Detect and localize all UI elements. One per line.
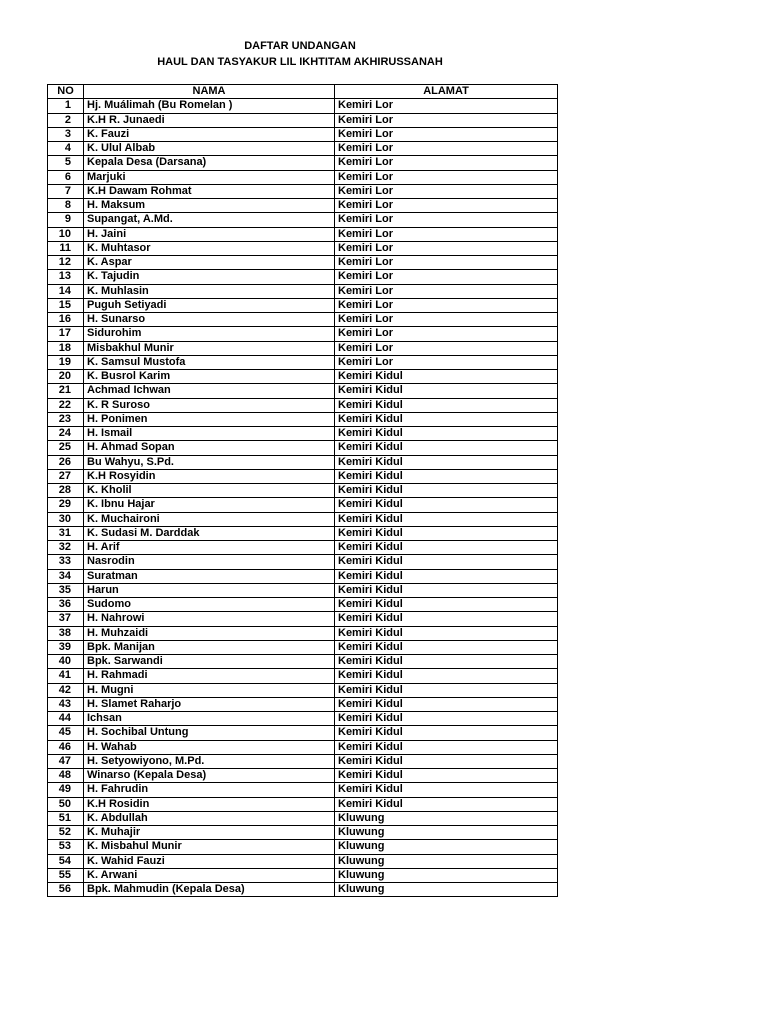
table-row bbox=[48, 313, 558, 327]
table-row bbox=[48, 868, 558, 882]
row-address: Kemiri Lor bbox=[335, 156, 558, 170]
row-address: Kemiri Kidul bbox=[335, 726, 558, 740]
row-number: 50 bbox=[48, 797, 84, 811]
row-name: H. Sunarso bbox=[84, 313, 335, 327]
row-address: Kemiri Kidul bbox=[335, 612, 558, 626]
table-row bbox=[48, 298, 558, 312]
table-row bbox=[48, 498, 558, 512]
row-number: 23 bbox=[48, 412, 84, 426]
row-number: 21 bbox=[48, 384, 84, 398]
row-name: Suratman bbox=[84, 569, 335, 583]
row-number: 14 bbox=[48, 284, 84, 298]
table-row bbox=[48, 726, 558, 740]
row-number: 46 bbox=[48, 740, 84, 754]
row-number: 34 bbox=[48, 569, 84, 583]
row-number: 27 bbox=[48, 469, 84, 483]
row-number: 9 bbox=[48, 213, 84, 227]
row-name: K.H Dawam Rohmat bbox=[84, 184, 335, 198]
table-row bbox=[48, 170, 558, 184]
document-title: DAFTAR UNDANGAN bbox=[244, 40, 356, 52]
table-row bbox=[48, 199, 558, 213]
row-address: Kemiri Lor bbox=[335, 298, 558, 312]
row-address: Kemiri Kidul bbox=[335, 598, 558, 612]
row-name: K. Misbahul Munir bbox=[84, 840, 335, 854]
row-name: H. Ismail bbox=[84, 427, 335, 441]
row-number: 53 bbox=[48, 840, 84, 854]
row-address: Kemiri Kidul bbox=[335, 740, 558, 754]
row-number: 32 bbox=[48, 541, 84, 555]
table-row bbox=[48, 99, 558, 113]
row-address: Kemiri Kidul bbox=[335, 669, 558, 683]
row-number: 38 bbox=[48, 626, 84, 640]
row-number: 19 bbox=[48, 355, 84, 369]
row-address: Kemiri Lor bbox=[335, 284, 558, 298]
row-address: Kemiri Kidul bbox=[335, 384, 558, 398]
row-number: 54 bbox=[48, 854, 84, 868]
row-number: 49 bbox=[48, 783, 84, 797]
row-address: Kemiri Kidul bbox=[335, 626, 558, 640]
table-row bbox=[48, 569, 558, 583]
table-row bbox=[48, 840, 558, 854]
row-address: Kemiri Kidul bbox=[335, 683, 558, 697]
row-name: H. Slamet Raharjo bbox=[84, 697, 335, 711]
row-address: Kemiri Kidul bbox=[335, 754, 558, 768]
row-name: Winarso (Kepala Desa) bbox=[84, 769, 335, 783]
row-address: Kemiri Lor bbox=[335, 327, 558, 341]
row-number: 55 bbox=[48, 868, 84, 882]
row-name: H. Ahmad Sopan bbox=[84, 441, 335, 455]
row-name: Nasrodin bbox=[84, 555, 335, 569]
table-row bbox=[48, 583, 558, 597]
table-row bbox=[48, 427, 558, 441]
row-address: Kemiri Lor bbox=[335, 113, 558, 127]
row-number: 47 bbox=[48, 754, 84, 768]
row-name: H. Mugni bbox=[84, 683, 335, 697]
row-number: 25 bbox=[48, 441, 84, 455]
row-name: H. Rahmadi bbox=[84, 669, 335, 683]
row-number: 33 bbox=[48, 555, 84, 569]
table-row bbox=[48, 341, 558, 355]
row-number: 4 bbox=[48, 142, 84, 156]
row-address: Kemiri Lor bbox=[335, 270, 558, 284]
row-name: H. Arif bbox=[84, 541, 335, 555]
table-row bbox=[48, 156, 558, 170]
row-name: Puguh Setiyadi bbox=[84, 298, 335, 312]
row-address: Kemiri Lor bbox=[335, 241, 558, 255]
row-address: Kemiri Lor bbox=[335, 227, 558, 241]
row-number: 8 bbox=[48, 199, 84, 213]
row-number: 40 bbox=[48, 655, 84, 669]
row-address: Kemiri Kidul bbox=[335, 412, 558, 426]
row-name: K. Sudasi M. Darddak bbox=[84, 526, 335, 540]
row-number: 13 bbox=[48, 270, 84, 284]
table-header-row bbox=[48, 85, 558, 99]
table-row bbox=[48, 184, 558, 198]
table-row bbox=[48, 612, 558, 626]
table-row bbox=[48, 127, 558, 141]
row-name: H. Ponimen bbox=[84, 412, 335, 426]
row-address: Kemiri Kidul bbox=[335, 455, 558, 469]
table-row bbox=[48, 769, 558, 783]
row-address: Kemiri Kidul bbox=[335, 441, 558, 455]
row-address: Kemiri Lor bbox=[335, 184, 558, 198]
row-number: 29 bbox=[48, 498, 84, 512]
row-name: K. Muhajir bbox=[84, 826, 335, 840]
row-number: 17 bbox=[48, 327, 84, 341]
row-number: 42 bbox=[48, 683, 84, 697]
table-row bbox=[48, 598, 558, 612]
table-row bbox=[48, 412, 558, 426]
table-row bbox=[48, 213, 558, 227]
row-name: Sidurohim bbox=[84, 327, 335, 341]
row-number: 52 bbox=[48, 826, 84, 840]
row-number: 24 bbox=[48, 427, 84, 441]
row-number: 43 bbox=[48, 697, 84, 711]
row-number: 37 bbox=[48, 612, 84, 626]
row-number: 16 bbox=[48, 313, 84, 327]
table-row bbox=[48, 740, 558, 754]
row-name: K. Arwani bbox=[84, 868, 335, 882]
table-row bbox=[48, 355, 558, 369]
row-address: Kemiri Kidul bbox=[335, 797, 558, 811]
row-address: Kemiri Kidul bbox=[335, 484, 558, 498]
table-row bbox=[48, 541, 558, 555]
document-subtitle: HAUL DAN TASYAKUR LIL IKHTITAM AKHIRUSSANAH bbox=[157, 56, 443, 68]
table-row bbox=[48, 113, 558, 127]
row-name: K. Kholil bbox=[84, 484, 335, 498]
row-address: Kemiri Kidul bbox=[335, 541, 558, 555]
row-address: Kluwung bbox=[335, 826, 558, 840]
row-number: 2 bbox=[48, 113, 84, 127]
row-name: K. Muhtasor bbox=[84, 241, 335, 255]
table-row bbox=[48, 512, 558, 526]
row-address: Kemiri Kidul bbox=[335, 712, 558, 726]
header-nama: NAMA bbox=[84, 85, 335, 99]
row-address: Kemiri Kidul bbox=[335, 583, 558, 597]
row-name: H. Muhzaidi bbox=[84, 626, 335, 640]
table-row bbox=[48, 783, 558, 797]
table-row bbox=[48, 655, 558, 669]
row-address: Kemiri Kidul bbox=[335, 498, 558, 512]
row-number: 3 bbox=[48, 127, 84, 141]
table-row bbox=[48, 327, 558, 341]
row-name: H. Jaini bbox=[84, 227, 335, 241]
row-address: Kemiri Lor bbox=[335, 313, 558, 327]
invitation-table bbox=[47, 84, 558, 897]
row-address: Kemiri Kidul bbox=[335, 512, 558, 526]
table-row bbox=[48, 469, 558, 483]
row-number: 36 bbox=[48, 598, 84, 612]
row-address: Kemiri Lor bbox=[335, 256, 558, 270]
row-name: H. Setyowiyono, M.Pd. bbox=[84, 754, 335, 768]
table-row bbox=[48, 227, 558, 241]
table-row bbox=[48, 441, 558, 455]
table-row bbox=[48, 256, 558, 270]
row-address: Kemiri Lor bbox=[335, 142, 558, 156]
table-row bbox=[48, 398, 558, 412]
row-number: 30 bbox=[48, 512, 84, 526]
row-address: Kemiri Kidul bbox=[335, 783, 558, 797]
row-number: 26 bbox=[48, 455, 84, 469]
row-name: Hj. Muálimah (Bu Romelan ) bbox=[84, 99, 335, 113]
row-number: 22 bbox=[48, 398, 84, 412]
row-name: Bpk. Manijan bbox=[84, 640, 335, 654]
row-name: Supangat, A.Md. bbox=[84, 213, 335, 227]
row-name: Marjuki bbox=[84, 170, 335, 184]
row-name: K.H R. Junaedi bbox=[84, 113, 335, 127]
row-address: Kemiri Kidul bbox=[335, 370, 558, 384]
row-address: Kemiri Kidul bbox=[335, 655, 558, 669]
row-number: 41 bbox=[48, 669, 84, 683]
table-row bbox=[48, 797, 558, 811]
row-address: Kluwung bbox=[335, 883, 558, 897]
row-number: 11 bbox=[48, 241, 84, 255]
row-name: H. Fahrudin bbox=[84, 783, 335, 797]
row-name: H. Maksum bbox=[84, 199, 335, 213]
row-name: Ichsan bbox=[84, 712, 335, 726]
row-name: Bpk. Mahmudin (Kepala Desa) bbox=[84, 883, 335, 897]
row-number: 20 bbox=[48, 370, 84, 384]
row-number: 48 bbox=[48, 769, 84, 783]
row-name: K. Ulul Albab bbox=[84, 142, 335, 156]
table-row bbox=[48, 826, 558, 840]
table-row bbox=[48, 284, 558, 298]
row-number: 5 bbox=[48, 156, 84, 170]
row-number: 28 bbox=[48, 484, 84, 498]
header-alamat: ALAMAT bbox=[335, 85, 558, 99]
row-address: Kemiri Lor bbox=[335, 127, 558, 141]
row-address: Kemiri Kidul bbox=[335, 398, 558, 412]
table-row bbox=[48, 526, 558, 540]
table-row bbox=[48, 555, 558, 569]
row-number: 39 bbox=[48, 640, 84, 654]
table-row bbox=[48, 384, 558, 398]
row-address: Kemiri Lor bbox=[335, 213, 558, 227]
row-address: Kluwung bbox=[335, 868, 558, 882]
row-name: K. R Suroso bbox=[84, 398, 335, 412]
row-name: K. Ibnu Hajar bbox=[84, 498, 335, 512]
row-name: K. Abdullah bbox=[84, 811, 335, 825]
row-address: Kemiri Lor bbox=[335, 99, 558, 113]
table-row bbox=[48, 626, 558, 640]
row-name: K.H Rosyidin bbox=[84, 469, 335, 483]
row-name: K. Tajudin bbox=[84, 270, 335, 284]
table-row bbox=[48, 754, 558, 768]
row-address: Kemiri Kidul bbox=[335, 555, 558, 569]
row-number: 7 bbox=[48, 184, 84, 198]
table-row bbox=[48, 712, 558, 726]
row-address: Kemiri Lor bbox=[335, 355, 558, 369]
row-address: Kemiri Kidul bbox=[335, 569, 558, 583]
row-name: Bu Wahyu, S.Pd. bbox=[84, 455, 335, 469]
table-row bbox=[48, 669, 558, 683]
table-row bbox=[48, 640, 558, 654]
row-name: Kepala Desa (Darsana) bbox=[84, 156, 335, 170]
row-name: K. Fauzi bbox=[84, 127, 335, 141]
row-address: Kluwung bbox=[335, 854, 558, 868]
row-number: 6 bbox=[48, 170, 84, 184]
row-number: 18 bbox=[48, 341, 84, 355]
row-number: 56 bbox=[48, 883, 84, 897]
row-address: Kluwung bbox=[335, 840, 558, 854]
row-name: K. Wahid Fauzi bbox=[84, 854, 335, 868]
row-number: 31 bbox=[48, 526, 84, 540]
row-number: 1 bbox=[48, 99, 84, 113]
row-name: Achmad Ichwan bbox=[84, 384, 335, 398]
table-row bbox=[48, 683, 558, 697]
row-name: K. Busrol Karim bbox=[84, 370, 335, 384]
row-name: K. Muhlasin bbox=[84, 284, 335, 298]
row-name: K. Aspar bbox=[84, 256, 335, 270]
table-row bbox=[48, 270, 558, 284]
row-name: Sudomo bbox=[84, 598, 335, 612]
row-name: H. Wahab bbox=[84, 740, 335, 754]
row-name: K. Samsul Mustofa bbox=[84, 355, 335, 369]
table-row bbox=[48, 854, 558, 868]
table-row bbox=[48, 883, 558, 897]
row-address: Kemiri Lor bbox=[335, 341, 558, 355]
row-address: Kemiri Kidul bbox=[335, 640, 558, 654]
row-name: Harun bbox=[84, 583, 335, 597]
row-name: H. Sochibal Untung bbox=[84, 726, 335, 740]
row-name: Misbakhul Munir bbox=[84, 341, 335, 355]
table-row bbox=[48, 811, 558, 825]
row-number: 10 bbox=[48, 227, 84, 241]
row-name: K.H Rosidin bbox=[84, 797, 335, 811]
row-name: Bpk. Sarwandi bbox=[84, 655, 335, 669]
table-row bbox=[48, 142, 558, 156]
row-number: 45 bbox=[48, 726, 84, 740]
row-address: Kemiri Kidul bbox=[335, 769, 558, 783]
row-address: Kemiri Lor bbox=[335, 199, 558, 213]
row-name: K. Muchaironi bbox=[84, 512, 335, 526]
row-number: 15 bbox=[48, 298, 84, 312]
table-row bbox=[48, 697, 558, 711]
row-address: Kemiri Kidul bbox=[335, 697, 558, 711]
table-row bbox=[48, 370, 558, 384]
row-number: 44 bbox=[48, 712, 84, 726]
table-row bbox=[48, 484, 558, 498]
header-no: NO bbox=[48, 85, 84, 99]
row-address: Kemiri Kidul bbox=[335, 469, 558, 483]
row-address: Kemiri Lor bbox=[335, 170, 558, 184]
row-number: 51 bbox=[48, 811, 84, 825]
row-number: 35 bbox=[48, 583, 84, 597]
row-number: 12 bbox=[48, 256, 84, 270]
row-name: H. Nahrowi bbox=[84, 612, 335, 626]
table-row bbox=[48, 455, 558, 469]
row-address: Kluwung bbox=[335, 811, 558, 825]
row-address: Kemiri Kidul bbox=[335, 526, 558, 540]
table-row bbox=[48, 241, 558, 255]
table-body bbox=[48, 99, 558, 897]
row-address: Kemiri Kidul bbox=[335, 427, 558, 441]
